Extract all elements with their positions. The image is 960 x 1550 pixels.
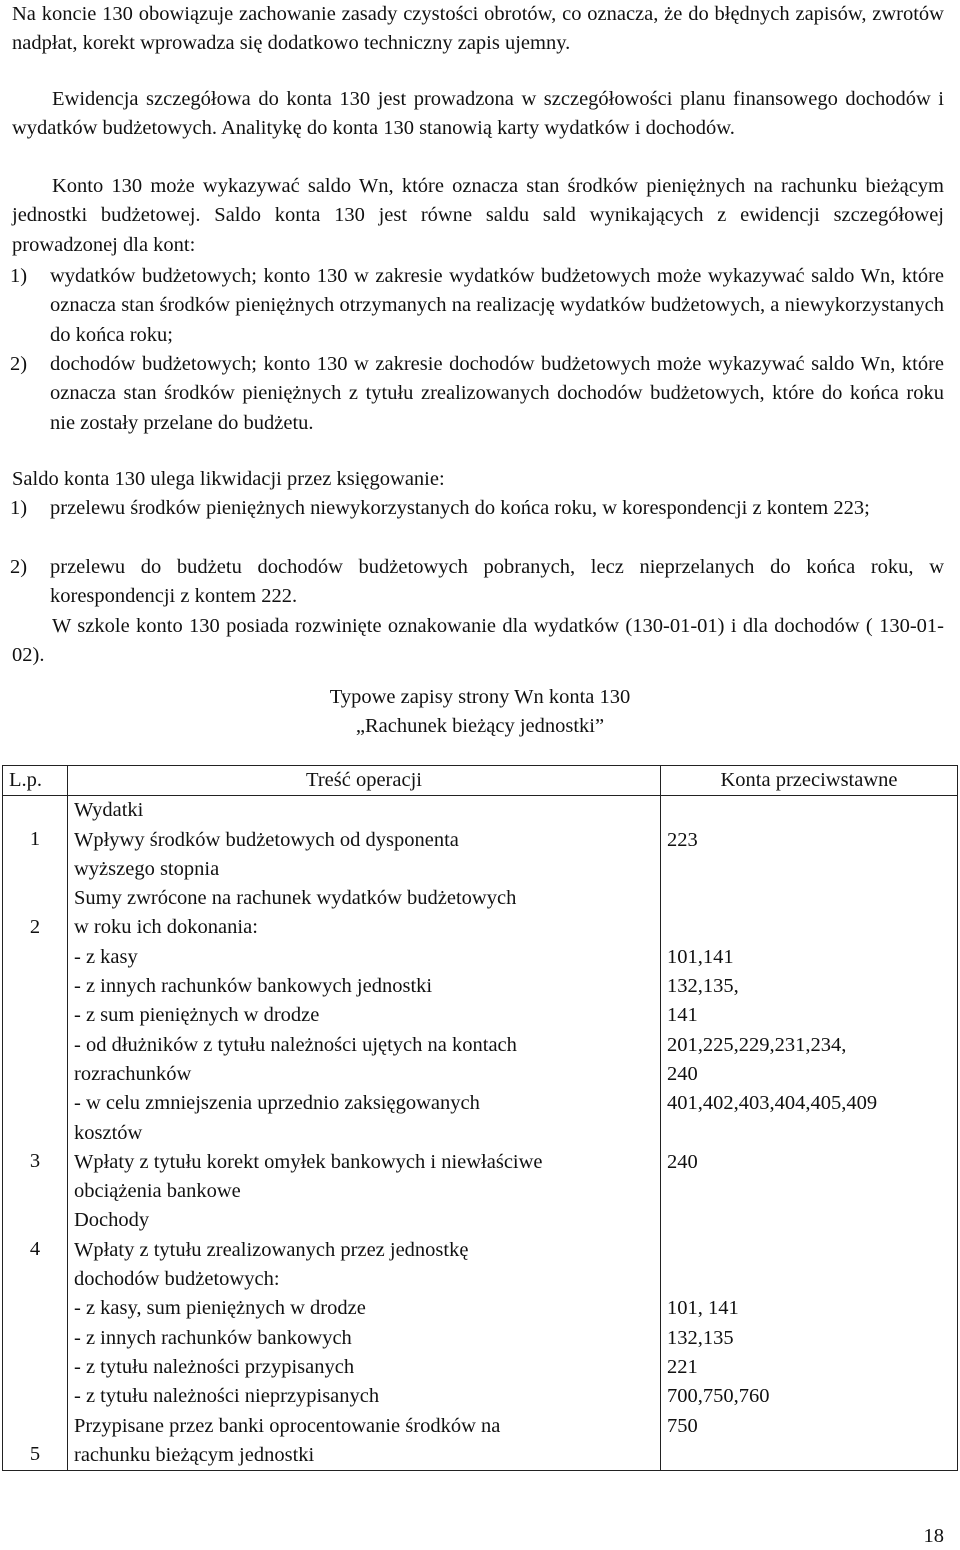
description-line: kosztów bbox=[74, 1121, 143, 1144]
paragraph-clean-turnover: Na koncie 130 obowiązuje zachowanie zasady czystości obrotów, co oznacza, że do błędnych zapisów, zwrotów nadpłat, korekt wprowadza się dodatkowo techniczny zapis ujemny. bbox=[12, 3, 944, 55]
account-line: 101, 141 bbox=[667, 1297, 739, 1320]
account-line: 240 bbox=[667, 1062, 698, 1085]
account-line bbox=[667, 1206, 951, 1235]
account-line: 240 bbox=[667, 1150, 698, 1173]
description-column bbox=[68, 796, 661, 1471]
paragraph-liquidation: Saldo konta 130 ulega likwidacji przez księgowanie: bbox=[12, 468, 445, 490]
account-line: 141 bbox=[667, 1004, 698, 1027]
description-line: obciążenia bankowe bbox=[74, 1180, 241, 1203]
list-item-expenses: 1) wydatków budżetowych; konto 130 w zakresie wydatków budżetowych może wykazywać saldo Wn, które oznacza stan środków pieniężnych otrzymanych na realizację wydatków budżetowych, a niewykorzystanych do końca roku; bbox=[10, 265, 944, 346]
operations-table bbox=[2, 765, 958, 1471]
account-line bbox=[667, 855, 951, 884]
description-line: - z innych rachunków bankowych bbox=[74, 1326, 352, 1349]
account-line bbox=[667, 1265, 951, 1294]
row-number: 2 bbox=[29, 916, 41, 939]
row-number: 4 bbox=[29, 1238, 41, 1261]
description-line: wyższego stopnia bbox=[74, 857, 220, 880]
lp-column bbox=[3, 796, 68, 1471]
description-line: w roku ich dokonania: bbox=[74, 916, 258, 939]
paragraph-school-marking: W szkole konto 130 posiada rozwinięte oznakowanie dla wydatków (130-01-01) i dla dochodów ( 130-01-02). bbox=[12, 615, 944, 667]
account-line: 132,135, bbox=[667, 975, 739, 998]
list-item-revenues: 2) dochodów budżetowych; konto 130 w zakresie dochodów budżetowych może wykazywać saldo Wn, które oznacza stan środków pieniężnych z tytułu zrealizowanych dochodów budżetowych, które do końca roku nie zostały przelane do budżetu. bbox=[10, 353, 944, 434]
page-number: 18 bbox=[923, 1525, 944, 1547]
description-line: Wpływy środków budżetowych od dysponenta bbox=[74, 828, 459, 851]
header-konta: Konta przeciwstawne bbox=[661, 766, 958, 796]
description-line: Wydatki bbox=[74, 799, 144, 822]
account-line: 132,135 bbox=[667, 1326, 734, 1349]
account-line bbox=[667, 884, 951, 913]
description-line: dochodów budżetowych: bbox=[74, 1268, 280, 1291]
paragraph-account-balance: Konto 130 może wykazywać saldo Wn, które oznacza stan środków pieniężnych na rachunku bieżącym jednostki budżetowej. Saldo konta 130 jest równe saldu sald wynikających z ewidencji szczegółowej prowadzonej dla kont: bbox=[12, 175, 944, 256]
description-line: - z kasy, sum pieniężnych w drodze bbox=[74, 1297, 366, 1320]
description-line: - z tytułu należności przypisanych bbox=[74, 1355, 355, 1378]
account-line: 221 bbox=[667, 1355, 698, 1378]
description-line: - z innych rachunków bankowych jednostki bbox=[74, 975, 433, 998]
description-line: rachunku bieżącym jednostki bbox=[74, 1443, 315, 1466]
account-line: 201,225,229,231,234, bbox=[667, 1033, 847, 1056]
table-title-line1: Typowe zapisy strony Wn konta 130 bbox=[329, 686, 631, 708]
list-item-transfer-budget: 2) przelewu do budżetu dochodów budżetowych pobranych, lecz nieprzelanych do końca roku, w korespondencji z kontem 222. bbox=[10, 556, 944, 608]
account-line bbox=[667, 1119, 951, 1148]
row-number: 1 bbox=[29, 828, 41, 851]
account-line bbox=[667, 1177, 951, 1206]
account-line bbox=[667, 796, 951, 825]
description-line: rozrachunków bbox=[74, 1062, 192, 1085]
description-line: Przypisane przez banki oprocentowanie środków na bbox=[74, 1414, 501, 1437]
table-title-line2: „Rachunek bieżący jednostki” bbox=[355, 715, 605, 737]
row-number: 3 bbox=[29, 1150, 41, 1173]
table-header-row bbox=[3, 766, 958, 796]
header-tresc: Treść operacji bbox=[68, 766, 661, 796]
account-line bbox=[667, 1236, 951, 1265]
description-line: - od dłużników z tytułu należności ujętych na kontach bbox=[74, 1033, 517, 1056]
account-line bbox=[667, 913, 951, 942]
row-number: 5 bbox=[29, 1443, 41, 1466]
account-line bbox=[667, 1441, 951, 1470]
account-line: 750 bbox=[667, 1414, 698, 1437]
description-line: Wpłaty z tytułu zrealizowanych przez jednostkę bbox=[74, 1238, 469, 1261]
paragraph-detailed-records: Ewidencja szczegółowa do konta 130 jest prowadzona w szczegółowości planu finansowego dochodów i wydatków budżetowych. Analitykę do konta 130 stanowią karty wydatków i dochodów. bbox=[12, 88, 944, 140]
list-item-transfer-unused: 1) przelewu środków pieniężnych niewykorzystanych do końca roku, w korespondencji z kontem 223; bbox=[10, 497, 870, 519]
description-line: - z sum pieniężnych w drodze bbox=[74, 1004, 320, 1027]
description-line: - z kasy bbox=[74, 945, 138, 968]
table-body-row bbox=[3, 796, 958, 1471]
account-line: 401,402,403,404,405,409 bbox=[667, 1092, 878, 1115]
description-line: - z tytułu należności nieprzypisanych bbox=[74, 1385, 380, 1408]
account-line: 700,750,760 bbox=[667, 1385, 770, 1408]
description-line: Wpłaty z tytułu korekt omyłek bankowych i niewłaściwe bbox=[74, 1150, 543, 1173]
header-lp: L.p. bbox=[3, 766, 68, 796]
description-line: Sumy zwrócone na rachunek wydatków budżetowych bbox=[74, 887, 517, 910]
account-line: 101,141 bbox=[667, 945, 734, 968]
account-line: 223 bbox=[667, 828, 698, 851]
description-line: - w celu zmniejszenia uprzednio zaksięgowanych bbox=[74, 1092, 480, 1115]
description-line: Dochody bbox=[74, 1209, 150, 1232]
accounts-column bbox=[661, 796, 958, 1471]
